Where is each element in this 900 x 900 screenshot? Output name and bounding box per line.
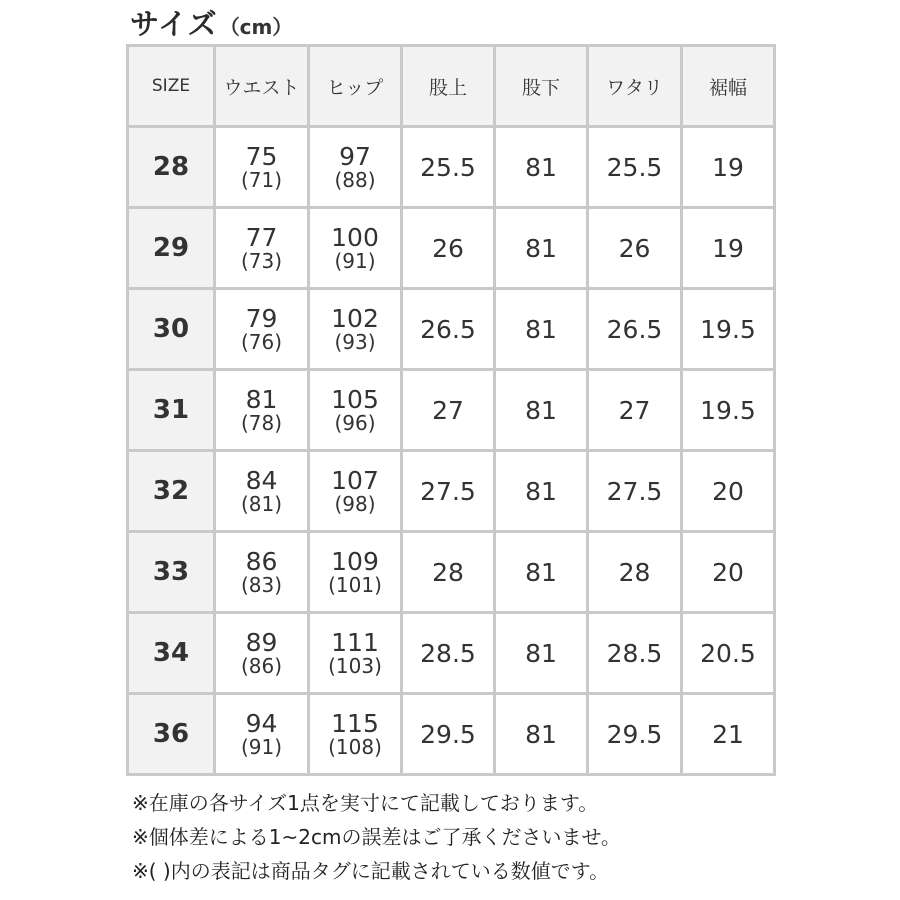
header-row bbox=[128, 46, 775, 127]
thigh-cell: 28 bbox=[588, 532, 682, 613]
rise-cell: 29.5 bbox=[402, 694, 495, 775]
hip-cell bbox=[309, 370, 402, 451]
waist-value: 94 bbox=[245, 709, 278, 738]
waist-tag-value: (83) bbox=[240, 573, 283, 597]
title-unit: （cm） bbox=[219, 15, 293, 39]
header-inseam: 股下 bbox=[495, 46, 588, 127]
hip-cell bbox=[309, 694, 402, 775]
rise-cell: 26.5 bbox=[402, 289, 495, 370]
hem-cell: 19 bbox=[682, 208, 775, 289]
hip-cell bbox=[309, 451, 402, 532]
hip-tag-value: (101) bbox=[328, 573, 382, 597]
table-row bbox=[128, 208, 775, 289]
inseam-cell: 81 bbox=[495, 694, 588, 775]
header-waist: ウエスト bbox=[215, 46, 309, 127]
waist-cell bbox=[215, 532, 309, 613]
note-1: ※在庫の各サイズ1点を実寸にて記載しております。 bbox=[132, 791, 599, 815]
inseam-cell: 81 bbox=[495, 532, 588, 613]
waist-tag-value: (91) bbox=[240, 735, 283, 759]
waist-cell bbox=[215, 370, 309, 451]
waist-tag-value: (71) bbox=[240, 168, 283, 192]
hem-cell: 19 bbox=[682, 127, 775, 208]
thigh-cell: 27 bbox=[588, 370, 682, 451]
size-cell: 31 bbox=[128, 370, 215, 451]
hip-value: 97 bbox=[339, 142, 371, 171]
size-table bbox=[126, 44, 776, 776]
waist-cell bbox=[215, 694, 309, 775]
header-hip: ヒップ bbox=[309, 46, 402, 127]
hip-value: 111 bbox=[331, 628, 379, 657]
waist-value: 75 bbox=[245, 142, 278, 171]
waist-cell bbox=[215, 613, 309, 694]
inseam-cell: 81 bbox=[495, 370, 588, 451]
hem-cell: 20 bbox=[682, 451, 775, 532]
table-row bbox=[128, 451, 775, 532]
size-cell: 33 bbox=[128, 532, 215, 613]
hip-tag-value: (93) bbox=[334, 330, 376, 354]
size-cell: 32 bbox=[128, 451, 215, 532]
waist-cell bbox=[215, 127, 309, 208]
thigh-cell: 26 bbox=[588, 208, 682, 289]
waist-cell bbox=[215, 208, 309, 289]
hip-tag-value: (88) bbox=[334, 168, 376, 192]
waist-tag-value: (76) bbox=[240, 330, 283, 354]
thigh-cell: 27.5 bbox=[588, 451, 682, 532]
thigh-cell: 25.5 bbox=[588, 127, 682, 208]
size-cell: 34 bbox=[128, 613, 215, 694]
size-cell: 28 bbox=[128, 127, 215, 208]
hip-cell bbox=[309, 289, 402, 370]
inseam-cell: 81 bbox=[495, 127, 588, 208]
waist-cell bbox=[215, 451, 309, 532]
hip-tag-value: (98) bbox=[334, 492, 376, 516]
waist-value: 89 bbox=[245, 628, 278, 657]
size-cell: 30 bbox=[128, 289, 215, 370]
table-row bbox=[128, 694, 775, 775]
hip-tag-value: (96) bbox=[334, 411, 376, 435]
size-cell: 29 bbox=[128, 208, 215, 289]
thigh-cell: 28.5 bbox=[588, 613, 682, 694]
waist-value: 79 bbox=[245, 304, 278, 333]
hip-tag-value: (103) bbox=[328, 654, 382, 678]
inseam-cell: 81 bbox=[495, 451, 588, 532]
note-3: ※( )内の表記は商品タグに記載されている数値です。 bbox=[132, 859, 610, 883]
hip-cell bbox=[309, 532, 402, 613]
note-2: ※個体差による1~2cmの誤差はご了承くださいませ。 bbox=[132, 825, 621, 849]
waist-cell bbox=[215, 289, 309, 370]
hip-value: 100 bbox=[331, 223, 379, 252]
hem-cell: 21 bbox=[682, 694, 775, 775]
table-row bbox=[128, 532, 775, 613]
inseam-cell: 81 bbox=[495, 208, 588, 289]
table-row bbox=[128, 289, 775, 370]
header-thigh: ワタリ bbox=[588, 46, 682, 127]
hip-value: 109 bbox=[331, 547, 379, 576]
inseam-cell: 81 bbox=[495, 613, 588, 694]
hem-cell: 19.5 bbox=[682, 289, 775, 370]
rise-cell: 26 bbox=[402, 208, 495, 289]
title-text: サイズ bbox=[130, 7, 218, 41]
waist-value: 77 bbox=[245, 223, 278, 252]
hem-cell: 20.5 bbox=[682, 613, 775, 694]
thigh-cell: 29.5 bbox=[588, 694, 682, 775]
rise-cell: 27.5 bbox=[402, 451, 495, 532]
hip-tag-value: (91) bbox=[334, 249, 376, 273]
hip-value: 115 bbox=[331, 709, 379, 738]
table-row bbox=[128, 613, 775, 694]
thigh-cell: 26.5 bbox=[588, 289, 682, 370]
header-size: SIZE bbox=[128, 46, 215, 127]
waist-tag-value: (78) bbox=[240, 411, 283, 435]
size-chart-title bbox=[130, 4, 292, 42]
rise-cell: 28.5 bbox=[402, 613, 495, 694]
waist-value: 86 bbox=[245, 547, 278, 576]
header-rise: 股上 bbox=[402, 46, 495, 127]
waist-value: 84 bbox=[245, 466, 278, 495]
table-row bbox=[128, 127, 775, 208]
waist-tag-value: (81) bbox=[240, 492, 283, 516]
rise-cell: 25.5 bbox=[402, 127, 495, 208]
hip-cell bbox=[309, 127, 402, 208]
size-table-container bbox=[126, 44, 776, 776]
waist-tag-value: (86) bbox=[240, 654, 283, 678]
waist-tag-value: (73) bbox=[240, 249, 283, 273]
table-row bbox=[128, 370, 775, 451]
header-hem: 裾幅 bbox=[682, 46, 775, 127]
hip-tag-value: (108) bbox=[328, 735, 382, 759]
hem-cell: 20 bbox=[682, 532, 775, 613]
hip-cell bbox=[309, 208, 402, 289]
rise-cell: 28 bbox=[402, 532, 495, 613]
inseam-cell: 81 bbox=[495, 289, 588, 370]
hem-cell: 19.5 bbox=[682, 370, 775, 451]
rise-cell: 27 bbox=[402, 370, 495, 451]
hip-value: 107 bbox=[331, 466, 379, 495]
waist-value: 81 bbox=[245, 385, 278, 414]
hip-cell bbox=[309, 613, 402, 694]
size-cell: 36 bbox=[128, 694, 215, 775]
hip-value: 102 bbox=[331, 304, 379, 333]
hip-value: 105 bbox=[331, 385, 379, 414]
notes bbox=[132, 788, 621, 890]
